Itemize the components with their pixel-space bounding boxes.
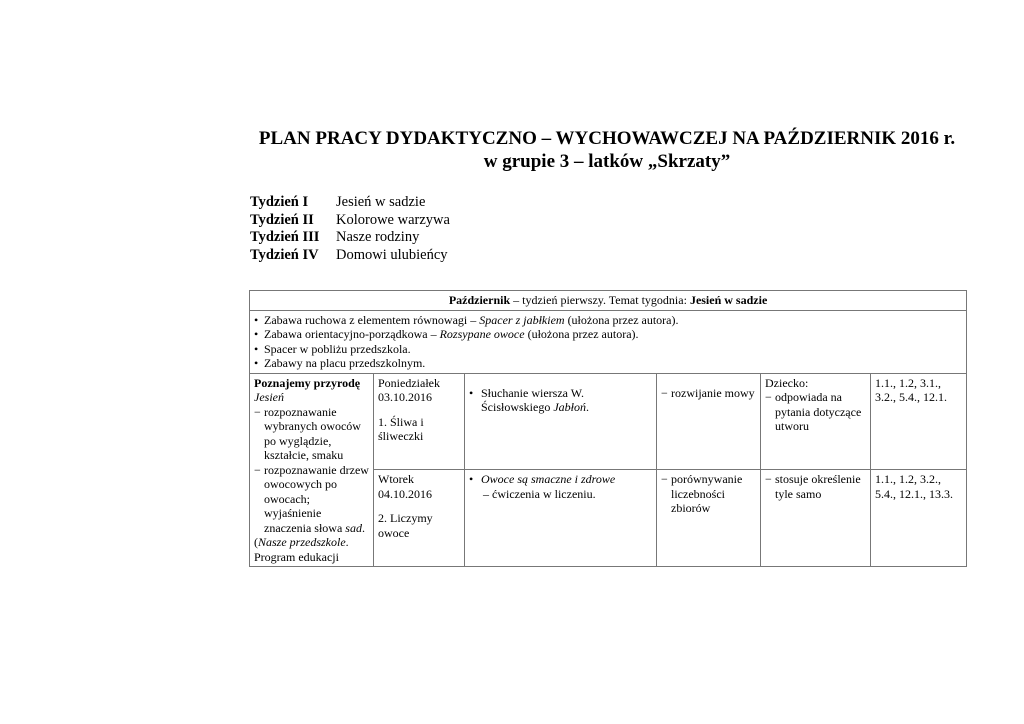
area-cell <box>250 373 374 567</box>
curriculum-codes: 1.1., 1.2, 3.2., 5.4., 12.1., 13.3. <box>875 472 953 501</box>
header-middle: – tydzień pierwszy. Temat tygodnia: <box>510 293 690 307</box>
list-item: • Zabawy na placu przedszkolnym. <box>254 356 962 371</box>
week-theme: Kolorowe warzywa <box>336 211 450 228</box>
outcome-cell <box>761 470 871 567</box>
day-cell <box>374 470 465 567</box>
week-theme: Nasze rodziny <box>336 229 420 245</box>
lesson-title: 1. Śliwa i śliweczki <box>378 414 424 443</box>
activity-item: • Słuchanie wiersza W. Ścisłowskiego Jabłoń. <box>469 386 652 415</box>
lesson-title: 2. Liczymy owoce <box>378 511 433 540</box>
document-title-line1: PLAN PRACY DYDAKTYCZNO – WYCHOWAWCZEJ NA PAŹDZIERNIK 2016 r. <box>258 128 956 149</box>
activity-cell <box>465 373 657 470</box>
week-row <box>250 212 450 230</box>
header-month: Październik <box>448 293 511 307</box>
list-item: • Zabawa ruchowa z elementem równowagi – Spacer z jabłkiem (ułożona przez autora). <box>254 313 962 328</box>
week-row <box>250 194 450 212</box>
outcome-cell <box>761 373 871 470</box>
week-label: Tydzień I <box>250 194 309 210</box>
document-title-line2: w grupie 3 – latków „Skrzaty” <box>483 151 731 172</box>
outcome-item: − odpowiada na pytania dotyczące utworu <box>765 390 866 434</box>
week-theme: Jesień w sadzie <box>336 194 426 210</box>
skill-cell <box>657 373 761 470</box>
activity-subtext: – ćwiczenia w liczeniu. <box>483 486 596 501</box>
list-item: • Spacer w pobliżu przedszkola. <box>254 342 962 357</box>
day-name: Wtorek <box>378 472 414 487</box>
codes-cell <box>871 373 967 470</box>
outcome-item: − stosuje określenie tyle samo <box>765 472 866 501</box>
plan-table <box>249 290 967 567</box>
skill-cell <box>657 470 761 567</box>
activity-item: • Owoce są smaczne i zdrowe <box>469 472 652 487</box>
area-title: Poznajemy przyrodę <box>254 375 361 390</box>
skill-item: − porównywanie liczebności zbiorów <box>661 472 756 516</box>
activity-cell <box>465 470 657 567</box>
week-theme: Domowi ulubieńcy <box>336 246 448 263</box>
header-theme: Jesień w sadzie <box>689 293 768 307</box>
curriculum-codes: 1.1., 1.2, 3.1., 3.2., 5.4., 12.1. <box>875 375 947 404</box>
day-cell <box>374 373 465 470</box>
week-label: Tydzień II <box>250 211 314 228</box>
area-subtitle: Jesień <box>254 390 284 404</box>
weeks-list <box>250 194 450 264</box>
goal-item: − rozpoznawanie drzew owocowych po owocach; wyjaśnienie znaczenia słowa sad. <box>254 463 369 536</box>
week-label: Tydzień IV <box>250 246 319 263</box>
area-source: (Nasze przedszkole. Program edukacji <box>254 535 349 564</box>
list-item: • Zabawa orientacyjno-porządkowa – Rozsypane owoce (ułożona przez autora). <box>254 327 962 342</box>
daily-activities <box>250 310 967 373</box>
codes-cell <box>871 470 967 567</box>
day-date: 04.10.2016 <box>378 486 432 501</box>
child-label: Dziecko: <box>765 375 809 390</box>
week-label: Tydzień III <box>250 229 320 245</box>
week-row <box>250 229 450 247</box>
goal-item: − rozpoznawanie wybranych owoców po wyglądzie, kształcie, smaku <box>254 405 369 463</box>
day-name: Poniedziałek <box>378 375 440 390</box>
day-date: 03.10.2016 <box>378 390 432 404</box>
week-row <box>250 247 450 265</box>
skill-item: − rozwijanie mowy <box>661 386 756 401</box>
table-header <box>250 291 967 311</box>
